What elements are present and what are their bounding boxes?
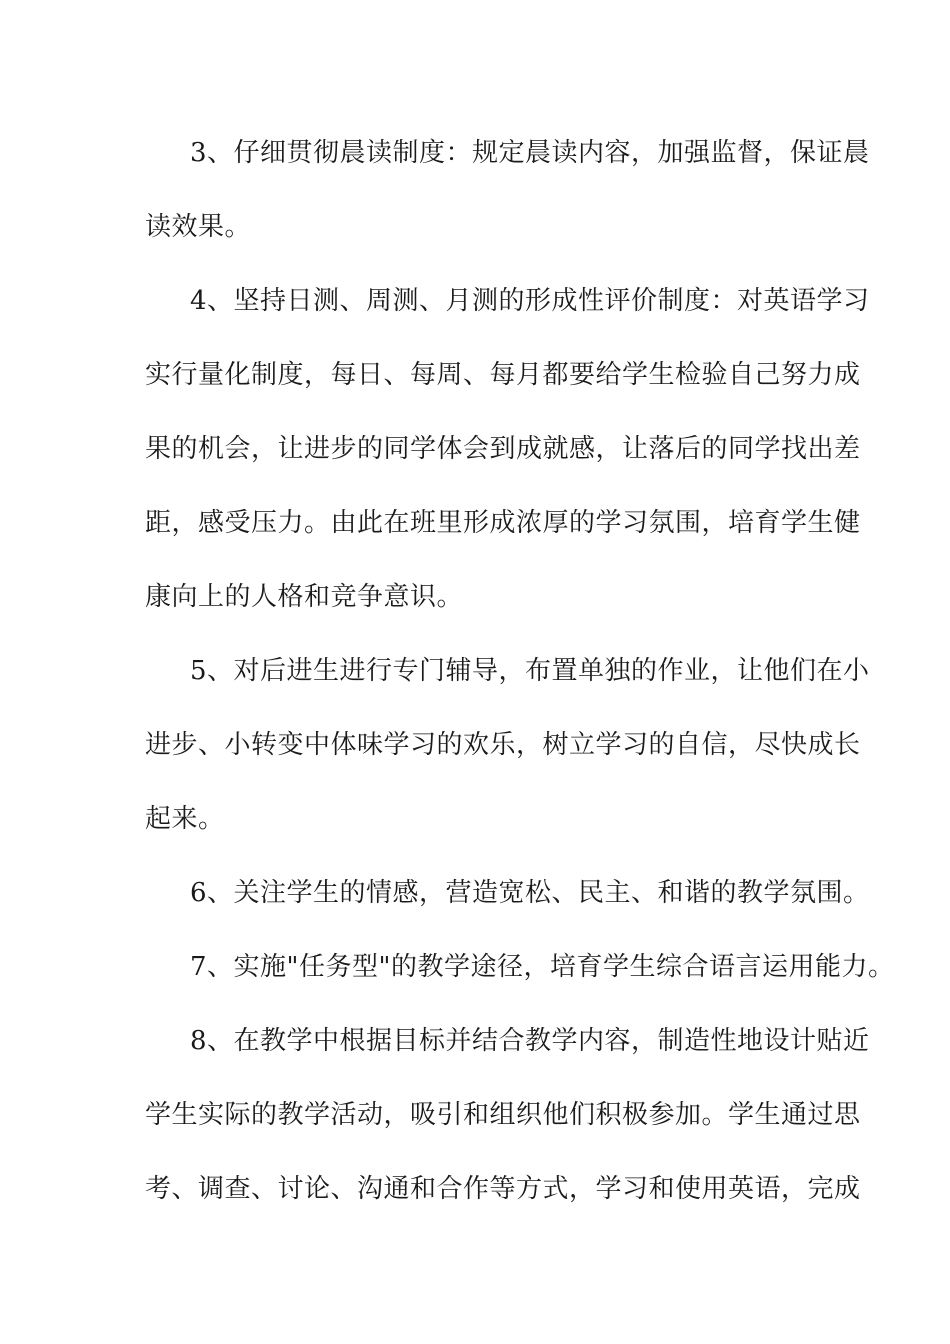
paragraph-3-line-1: 3、仔细贯彻晨读制度：规定晨读内容，加强监督，保证晨 (190, 138, 870, 168)
paragraph-8-line-3: 考、调查、讨论、沟通和合作等方式，学习和使用英语，完成 (145, 1174, 861, 1204)
paragraph-4-line-2: 实行量化制度，每日、每周、每月都要给学生检验自己努力成 (145, 360, 861, 390)
paragraph-4-line-3: 果的机会，让进步的同学体会到成就感，让落后的同学找出差 (145, 434, 861, 464)
paragraph-5-line-1: 5、对后进生进行专门辅导，布置单独的作业，让他们在小 (190, 656, 870, 686)
paragraph-4-line-1: 4、坚持日测、周测、月测的形成性评价制度：对英语学习 (190, 286, 870, 316)
paragraph-5-line-3: 起来。 (145, 804, 225, 834)
paragraph-4-line-5: 康向上的人格和竞争意识。 (145, 582, 464, 612)
paragraph-4-line-4: 距，感受压力。由此在班里形成浓厚的学习氛围，培育学生健 (145, 508, 861, 538)
paragraph-6-line-1: 6、关注学生的情感，营造宽松、民主、和谐的教学氛围。 (190, 878, 870, 908)
paragraph-8-line-1: 8、在教学中根据目标并结合教学内容，制造性地设计贴近 (190, 1026, 870, 1056)
paragraph-8-line-2: 学生实际的教学活动，吸引和组织他们积极参加。学生通过思 (145, 1100, 861, 1130)
paragraph-5-line-2: 进步、小转变中体味学习的欢乐，树立学习的自信，尽快成长 (145, 730, 861, 760)
paragraph-3-line-2: 读效果。 (145, 212, 252, 242)
paragraph-7-line-1: 7、实施"任务型"的教学途径，培育学生综合语言运用能力。 (190, 952, 895, 982)
